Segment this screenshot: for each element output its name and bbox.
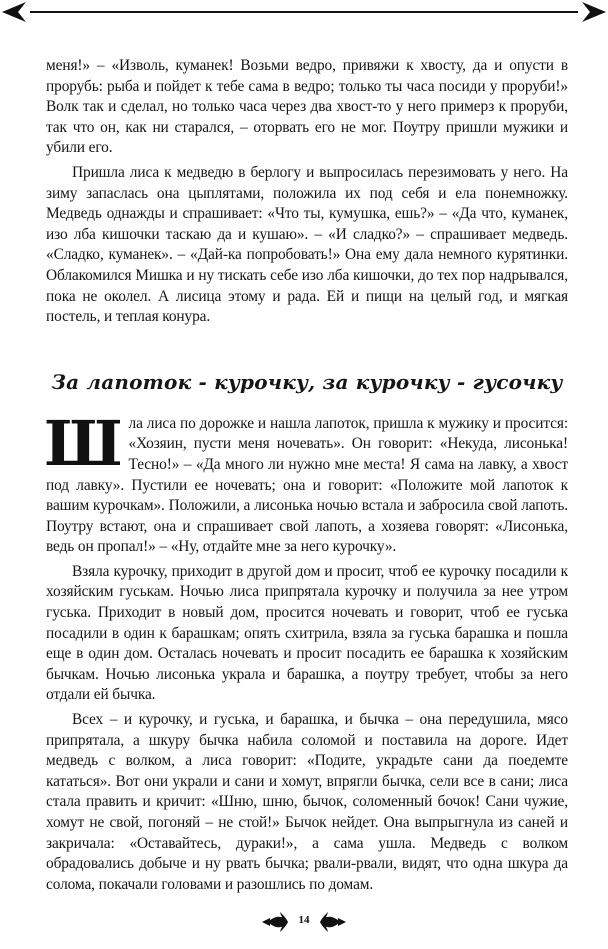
page-body xyxy=(46,56,568,895)
drop-cap: Ш xyxy=(44,406,123,480)
paragraph: Всех – и курочку, и гуська, и барашка, и бычка – она передушила, мясо припрятала, а шкуру бычка набила соломой и поставила на дороге. Идет медведь с волком, а лиса говорит: «Подите, украдьте сани да поедемте кататься». Вот они украли и сани и хомут, впрягли бычка, сели все в сани; лиса стала править и кричит: «Шню, шню, бычок, соломенный бочок! Сани чужие, хомут не свой, погоняй – не стой!» Бычок нейдет. Она выпрыгнула из саней и закричала: «Оставайтесь, дураки!», а сама ушла. Медведь с волком обрадовались добыче и ну рвать бычка; рвали-рвали, видят, что одна шкура да солома, покачали головами и разошлись по домам. xyxy=(46,711,568,893)
paragraph: Пришла лиса к медведю в берлогу и выпросилась перезимовать у него. На зиму запаслась она цыплятами, положила их под себя и ела понемножку. Медведь однажды и спрашивает: «Что ты, кумушка, ешь?» – «Да что, куманек, изо лба кишочки таскаю да и кушаю». – «И сладко?» – спрашивает медведь. «Сладко, куманек». – «Дай-ка попробовать!» Она ему дала немного курятинки. Облакомился Мишка и ну тискать себе изо лба кишочки, до тех пор надрывался, пока не околел. А лисица этому и рада. Ей и пищи на целый год, и мягкая постель, и теплая конура. xyxy=(46,163,568,326)
arrow-right-ornament-icon xyxy=(582,2,606,22)
tale-title: За лапоток - курочку, за курочку - гусочку xyxy=(51,369,563,394)
paragraph: меня!» – «Изволь, куманек! Возьми ведро, привяжи к хвосту, да и опусти в прорубь: рыба и пойдет к тебе сама в ведро; только ты часа посиди у проруби!» Волк так и сделал, но только часа через два хвост-то у него примерз к проруби, так что он, как ни старался, – оторвать его не мог. Поутру пришли мужики и убили его. xyxy=(46,57,568,157)
paragraph-text: ла лиса по дорожке и нашла лапоток, пришла к мужику и просится: «Хозяин, пусти меня ночевать». Он говорит: «Некуда, лисонька! Тесно!» – «Да много ли нужно мне места! Я сама на лавку, а хвост под лавку». Пустили ее ночевать; она и говорит: «Положите мой лапоток к вашим курочкам». Положили, а лисонька ночью встала и забросила свой лапоть. Поутру встают, она и спрашивает свой лапоть, а хозяева говорят: «Лисонька, ведь он пропал!» – «Ну, отдайте мне за него курочку». xyxy=(46,414,568,556)
page-number: 14 xyxy=(298,914,310,926)
paragraph-with-drop-cap xyxy=(44,406,568,558)
paragraph: Взяла курочку, приходит в другой дом и просит, чтоб ее курочку посадили к хозяйским гуськам. Ночью лиса припрятала курочку и получила за нее утром гуська. Приходит в новый дом, просится ночевать и говорит, чтоб ее гуська посадили в один к барашкам; опять схитрила, взяла за гуська барашка и пошла еще в один дом. Осталась ночевать и просит посадить ее барашка к хозяйским бычкам. Ночью лисонька украла и барашка, а поутру требует, чтобы за него отдали ей бычка. xyxy=(46,562,568,704)
top-ornament-rule xyxy=(0,0,608,28)
arrow-left-ornament-icon xyxy=(2,2,26,22)
